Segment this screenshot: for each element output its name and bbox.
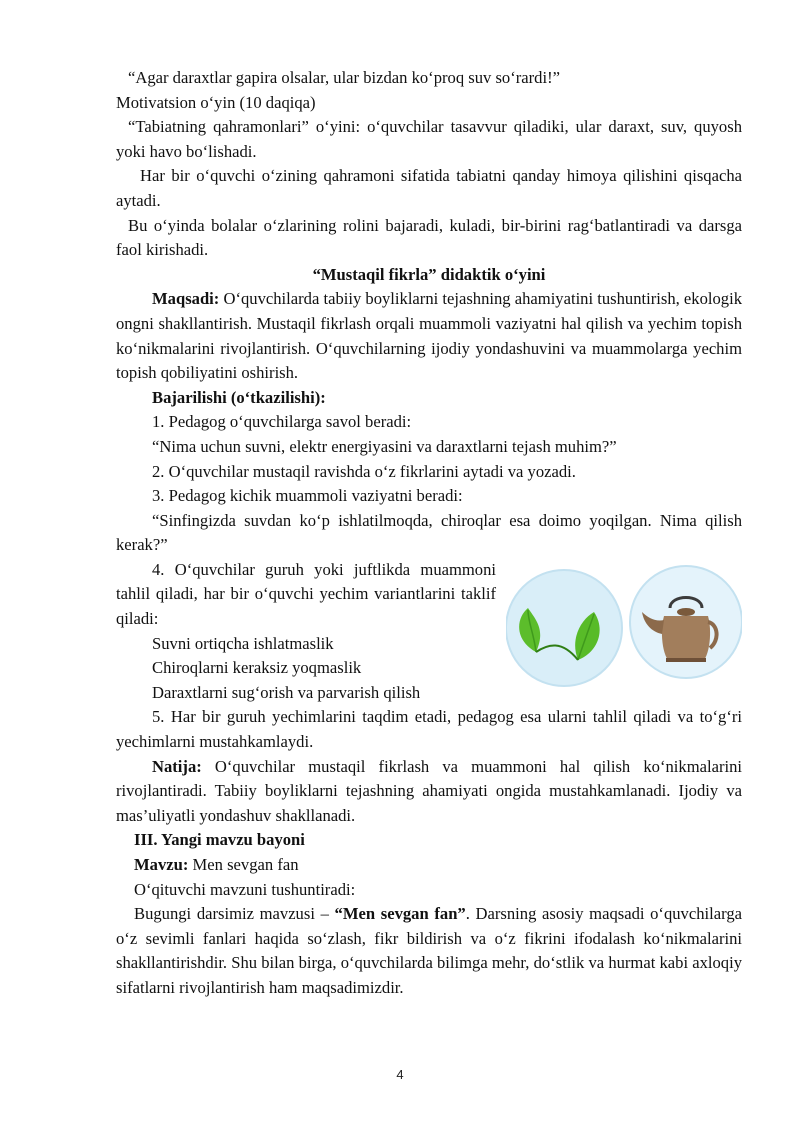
step-4-text-block <box>116 558 496 706</box>
illustration-svg <box>506 560 742 690</box>
step-2: 2. O‘quvchilar mustaqil ravishda o‘z fikrlarini aytadi va yozadi. <box>152 461 576 481</box>
step-5: 5. Har bir guruh yechimlarini taqdim etadi, pedagog esa ularni tahlil qiladi va to‘g‘ri yechimlarni mustahkamlaydi. <box>116 707 742 752</box>
page-number: 4 <box>396 1067 404 1082</box>
result-paragraph <box>116 755 742 829</box>
final-paragraph: Bugungi darsimiz mavzusi – “Men sevgan fan”. Darsning asosiy maqsadi o‘quvchilarga o‘z sevimli fanlari haqida so‘zlash, fikr bildirish va o‘z fikrini ifodalash ko‘nikmalarini shakllantirishdir. Shu bilan birga, o‘quvchilarda bilimga mehr, do‘stlik va hurmat kabi axloqiy sifatlarni rivojlantirish ham maqsadimizdir. <box>116 904 742 997</box>
result-label: Natija: <box>152 756 202 776</box>
game-intro: “Tabiatning qahramonlari” o‘yini: o‘quvchilar tasavvur qiladiki, ular daraxt, suv, quyosh yoki havo bo‘lishadi. <box>116 117 742 161</box>
goal-text: O‘quvchilarda tabiiy boyliklarni tejashning ahamiyatini tushuntirish, ekologik ongni shakllantirish. Mustaqil fikrlash orqali muammoli vaziyatni hal qilish va yechim topish ko‘nikmalarini rivojlantirish. O‘quvchilarning ijodiy yondashuvini va muammolarga yechim topish qobiliyatini oshirish. <box>116 289 742 383</box>
option-2: Chiroqlarni keraksiz yoqmaslik <box>152 658 362 678</box>
document-page <box>116 66 742 1001</box>
game-play-text: Bu o‘yinda bolalar o‘zlarining rolini bajaradi, kuladi, bir-birini rag‘batlantiradi va darsga faol kirishadi. <box>116 215 742 260</box>
new-topic-heading: III. Yangi mavzu bayoni <box>134 830 305 850</box>
kettle-icon <box>630 566 742 678</box>
goal-label: Maqsadi: <box>152 289 220 309</box>
result-text: O‘quvchilar mustaqil fikrlash va muammoni hal qilish ko‘nikmalarini rivojlantiradi. Tabiiy boyliklarni tejashning ahamiyati ongida mustahkamlanadi. Ijodiy va mas’uliyatli yondashuv shakllanadi. <box>116 756 742 825</box>
each-student-text: Har bir o‘quvchi o‘zining qahramoni sifatida tabiatni qanday himoya qilishini qisqacha aytadi. <box>116 166 742 210</box>
step-1: 1. Pedagog o‘quvchilarga savol beradi: <box>152 412 412 432</box>
option-3: Daraxtlarni sug‘orish va parvarish qilish <box>152 682 421 702</box>
step-4-row <box>116 558 742 706</box>
section-title: “Mustaqil fikrla” didaktik o‘yini <box>312 264 546 284</box>
illustration <box>506 560 742 690</box>
topic-emphasis: “Men sevgan fan” <box>334 904 466 924</box>
teacher-explains: O‘qituvchi mavzuni tushuntiradi: <box>134 879 356 899</box>
step-3: 3. Pedagog kichik muammoli vaziyatni beradi: <box>152 486 463 506</box>
topic-line <box>116 853 742 878</box>
motivation-heading: Motivatsion o‘yin (10 daqiqa) <box>116 92 316 112</box>
option-1: Suvni ortiqcha ishlatmaslik <box>152 633 334 653</box>
leaves-icon <box>506 570 622 686</box>
step-4: 4. O‘quvchilar guruh yoki juftlikda muammoni tahlil qiladi, har bir o‘quvchi yechim variantlarini taklif qiladi: <box>116 559 496 629</box>
topic-text: Men sevgan fan <box>188 855 299 874</box>
topic-label: Mavzu: <box>134 855 189 874</box>
procedure-heading: Bajarilishi (o‘tkazilishi): <box>152 387 326 407</box>
question-1: “Nima uchun suvni, elektr energiyasini va daraxtlarni tejash muhim?” <box>152 436 617 456</box>
goal-paragraph <box>116 287 742 385</box>
question-2: “Sinfingizda suvdan ko‘p ishlatilmoqda, chiroqlar esa doimo yoqilgan. Nima qilish kerak?” <box>116 510 742 555</box>
quote-trees: “Agar daraxtlar gapira olsalar, ular bizdan ko‘proq suv so‘rardi!” <box>128 68 560 87</box>
